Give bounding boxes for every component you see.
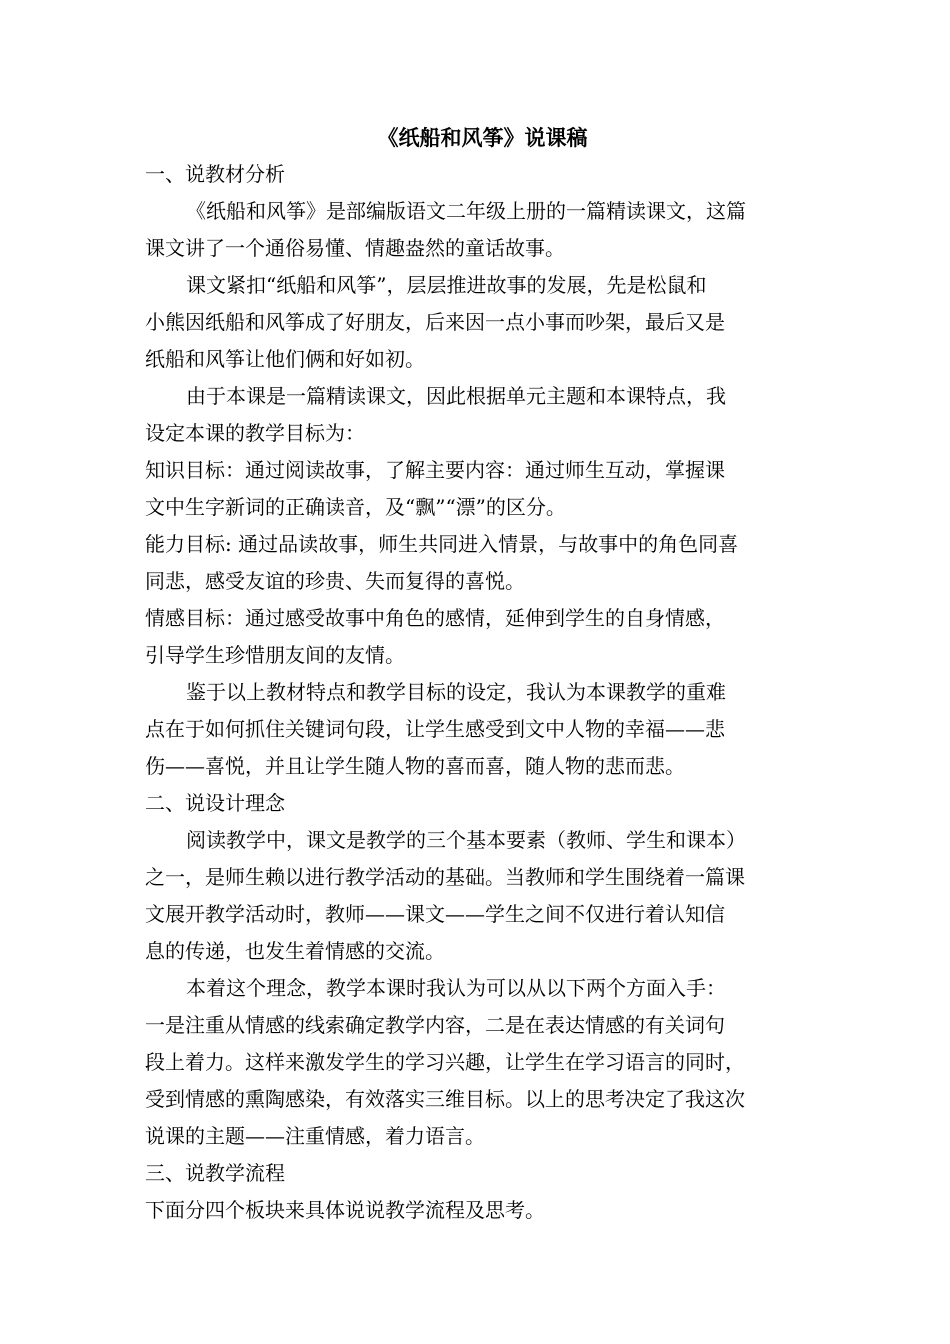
section-heading-3: 三、说教学流程 [145,1161,285,1185]
paragraph-line: 文中生字新词的正确读音，及“飘”“漂”的区分。 [145,495,566,519]
knowledge-goal-line: 知识目标：通过阅读故事，了解主要内容：通过师生互动，掌握课 [145,458,725,482]
section-heading-1: 一、说教材分析 [145,162,285,186]
paragraph-line: 一是注重从情感的线索确定教学内容，二是在表达情感的有关词句 [145,1013,725,1037]
paragraph-line: 设定本课的教学目标为： [145,421,365,445]
paragraph-line: 下面分四个板块来具体说说教学流程及思考。 [145,1198,545,1222]
paragraph-line: 《纸船和风筝》是部编版语文二年级上册的一篇精读课文，这篇 [186,199,746,223]
document-title: 《纸船和风筝》说课稿 [377,125,588,150]
paragraph-line: 引导学生珍惜朋友间的友情。 [145,643,405,667]
paragraph-line: 同悲，感受友谊的珍贵、失而复得的喜悦。 [145,569,525,593]
paragraph-line: 纸船和风筝让他们俩和好如初。 [145,347,425,371]
paragraph-line: 之一，是师生赖以进行教学活动的基础。当教师和学生围绕着一篇课 [145,865,745,889]
paragraph-line: 鉴于以上教材特点和教学目标的设定，我认为本课教学的重难 [186,680,726,704]
paragraph-line: 课文紧扣“纸船和风筝”，层层推进故事的发展，先是松鼠和 [186,273,707,297]
paragraph-line: 段上着力。这样来激发学生的学习兴趣，让学生在学习语言的同时， [145,1050,745,1074]
emotion-goal-line: 情感目标：通过感受故事中角色的感情，延伸到学生的自身情感， [145,606,725,630]
paragraph-line: 小熊因纸船和风筝成了好朋友，后来因一点小事而吵架，最后又是 [145,310,725,334]
paragraph-line: 说课的主题——注重情感，着力语言。 [145,1124,485,1148]
paragraph-line: 伤——喜悦，并且让学生随人物的喜而喜，随人物的悲而悲。 [145,754,685,778]
paragraph-line: 点在于如何抓住关键词句段，让学生感受到文中人物的幸福——悲 [145,717,725,741]
paragraph-line: 阅读教学中，课文是教学的三个基本要素（教师、学生和课本） [186,828,746,852]
paragraph-line: 息的传递，也发生着情感的交流。 [145,939,445,963]
paragraph-line: 受到情感的熏陶感染，有效落实三维目标。以上的思考决定了我这次 [145,1087,745,1111]
section-heading-2: 二、说设计理念 [145,791,285,815]
paragraph-line: 由于本课是一篇精读课文，因此根据单元主题和本课特点，我 [186,384,726,408]
paragraph-line: 文展开教学活动时，教师——课文——学生之间不仅进行着认知信 [145,902,725,926]
paragraph-line: 本着这个理念，教学本课时我认为可以从以下两个方面入手： [186,976,726,1000]
document-page [145,120,810,1229]
paragraph-line: 课文讲了一个通俗易懂、情趣盎然的童话故事。 [145,236,565,260]
ability-goal-line: 能力目标: 通过品读故事，师生共同进入情景，与故事中的角色同喜 [145,532,739,556]
